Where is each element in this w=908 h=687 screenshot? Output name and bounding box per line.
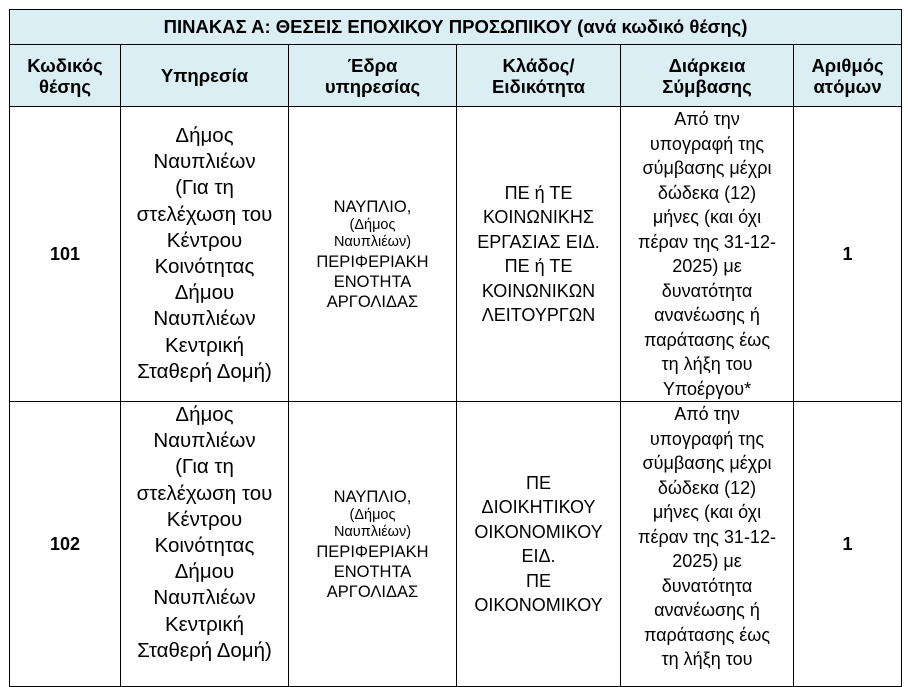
- branch-line: ΚΟΙΝΩΝΙΚΗΣ: [482, 207, 595, 227]
- service-line: (Για τη: [175, 455, 234, 479]
- service-line: Κέντρου: [166, 507, 243, 531]
- branch-line: ΛΕΙΤΟΥΡΓΩΝ: [481, 305, 596, 325]
- header-branch-line1: Κλάδος/: [502, 54, 575, 76]
- header-branch-line2: Ειδικότητα: [492, 75, 585, 97]
- header-duration: [621, 45, 794, 107]
- duration-line: πέραν της 31-12-: [638, 231, 776, 252]
- header-duration-line2: Σύμβασης: [662, 75, 752, 97]
- duration-line: 2025) με: [672, 256, 742, 276]
- service-line: Δήμος: [175, 403, 234, 426]
- header-duration-line1: Διάρκεια: [668, 54, 746, 76]
- duration-line: υπογραφή της: [649, 133, 765, 154]
- duration-line: υπογραφή της: [649, 428, 765, 449]
- seat-line: ΑΡΓΟΛΙΔΑΣ: [326, 582, 419, 601]
- duration-line: τη λήξη του: [661, 354, 753, 374]
- service-line: Δήμου: [174, 560, 235, 584]
- seat-line-small: Ναυπλιέων): [333, 234, 412, 250]
- branch-line: ΔΙΟΙΚΗΤΙΚΟΥ: [481, 497, 596, 517]
- duration-cell: [621, 107, 794, 402]
- person-count: 1: [794, 107, 902, 402]
- branch-line: ΠΕ: [525, 472, 551, 493]
- duration-line: παράτασης έως: [643, 624, 771, 645]
- service-line: Κοινότητας: [154, 534, 255, 558]
- service-line: (Για τη: [175, 176, 234, 200]
- header-code-line1: Κωδικός: [27, 54, 103, 76]
- service-line: Κοινότητας: [154, 255, 255, 278]
- position-code: 101: [10, 107, 121, 402]
- seat-line: ΕΝΟΤΗΤΑ: [333, 272, 412, 291]
- position-code: 102: [10, 402, 121, 687]
- duration-line: ανανέωσης ή: [654, 600, 760, 620]
- duration-line: πέραν της 31-12-: [638, 526, 776, 547]
- service-line: Δήμος: [175, 123, 234, 147]
- branch-line: ΟΙΚΟΝΟΜΙΚΟΥ: [474, 521, 603, 542]
- header-seat-line1: Έδρα: [347, 54, 398, 76]
- duration-line: τη λήξη του: [661, 649, 753, 669]
- service-line: στελέχωση του: [136, 481, 273, 505]
- seat-cell: [289, 107, 457, 402]
- header-code: [10, 45, 121, 107]
- header-branch: [457, 45, 621, 107]
- service-line: Κέντρου: [166, 228, 243, 252]
- branch-line: ΕΙΔ.: [521, 546, 556, 566]
- service-cell: [121, 402, 289, 687]
- duration-line: δώδεκα (12): [657, 477, 757, 498]
- duration-line: σύμβασης μέχρι: [642, 158, 772, 178]
- seat-line-small: Ναυπλιέων): [333, 524, 412, 540]
- branch-line: ΚΟΙΝΩΝΙΚΩΝ: [481, 280, 596, 301]
- seat-line: ΝΑΥΠΛΙΟ,: [333, 487, 412, 506]
- positions-table: [9, 9, 902, 687]
- header-count: [794, 45, 902, 107]
- header-service-text: Υπηρεσία: [160, 65, 249, 86]
- duration-line: δυνατότητα: [661, 575, 753, 596]
- duration-line: 2025) με: [672, 551, 742, 571]
- seat-line: ΠΕΡΙΦΕΡΙΑΚΗ: [316, 542, 429, 561]
- branch-cell: [457, 107, 621, 402]
- header-count-line2: ατόμων: [813, 75, 882, 97]
- seat-line: ΠΕΡΙΦΕΡΙΑΚΗ: [316, 252, 429, 271]
- service-line: Κεντρική: [164, 333, 245, 357]
- branch-line: ΠΕ: [525, 570, 551, 591]
- duration-line: δώδεκα (12): [657, 182, 757, 203]
- service-line: Ναυπλιέων: [153, 307, 256, 331]
- branch-line: ΠΕ ή ΤΕ: [504, 182, 573, 203]
- branch-line: ΕΡΓΑΣΙΑΣ ΕΙΔ.: [477, 231, 600, 252]
- table-row: [10, 107, 902, 402]
- header-row: [10, 45, 902, 107]
- seat-line-small: (Δήμος: [349, 216, 396, 233]
- service-line: Σταθερή Δομή): [137, 359, 272, 383]
- duration-cell: [621, 402, 794, 687]
- seat-cell: [289, 402, 457, 687]
- seat-line-small: (Δήμος: [349, 506, 396, 523]
- table-title-row: [10, 10, 902, 45]
- duration-line: μήνες (και όχι: [652, 502, 762, 522]
- seat-line: ΑΡΓΟΛΙΔΑΣ: [326, 292, 419, 311]
- seat-line: ΕΝΟΤΗΤΑ: [333, 562, 412, 581]
- duration-line: Υποέργου*: [662, 378, 752, 399]
- service-line: Ναυπλιέων: [153, 586, 256, 610]
- duration-line: Από την: [674, 109, 740, 129]
- branch-cell: [457, 402, 621, 687]
- header-code-line2: θέσης: [39, 75, 91, 97]
- header-service: [121, 45, 289, 107]
- service-line: Κεντρική: [164, 612, 245, 636]
- service-cell: [121, 107, 289, 402]
- person-count: 1: [794, 402, 902, 687]
- duration-line: μήνες (και όχι: [652, 207, 762, 227]
- header-count-line1: Αριθμός: [811, 54, 884, 76]
- duration-line: ανανέωσης ή: [654, 305, 760, 325]
- branch-line: ΟΙΚΟΝΟΜΙΚΟΥ: [474, 595, 603, 615]
- table-row: [10, 402, 902, 687]
- duration-line: δυνατότητα: [661, 280, 753, 301]
- table-title: ΠΙΝΑΚΑΣ Α: ΘΕΣΕΙΣ ΕΠΟΧΙΚΟΥ ΠΡΟΣΩΠΙΚΟΥ (ανά κωδικό θέσης): [10, 10, 902, 45]
- service-line: Ναυπλιέων: [153, 429, 256, 453]
- seat-line: ΝΑΥΠΛΙΟ,: [333, 197, 412, 216]
- service-line: Σταθερή Δομή): [137, 638, 272, 662]
- branch-line: ΠΕ ή ΤΕ: [504, 256, 573, 276]
- duration-line: Από την: [674, 404, 740, 424]
- header-seat-line2: υπηρεσίας: [324, 75, 421, 97]
- duration-line: παράτασης έως: [643, 329, 771, 350]
- duration-line: σύμβασης μέχρι: [642, 453, 772, 473]
- service-line: στελέχωση του: [136, 202, 273, 226]
- header-seat: [289, 45, 457, 107]
- service-line: Δήμου: [174, 281, 235, 305]
- service-line: Ναυπλιέων: [153, 150, 256, 174]
